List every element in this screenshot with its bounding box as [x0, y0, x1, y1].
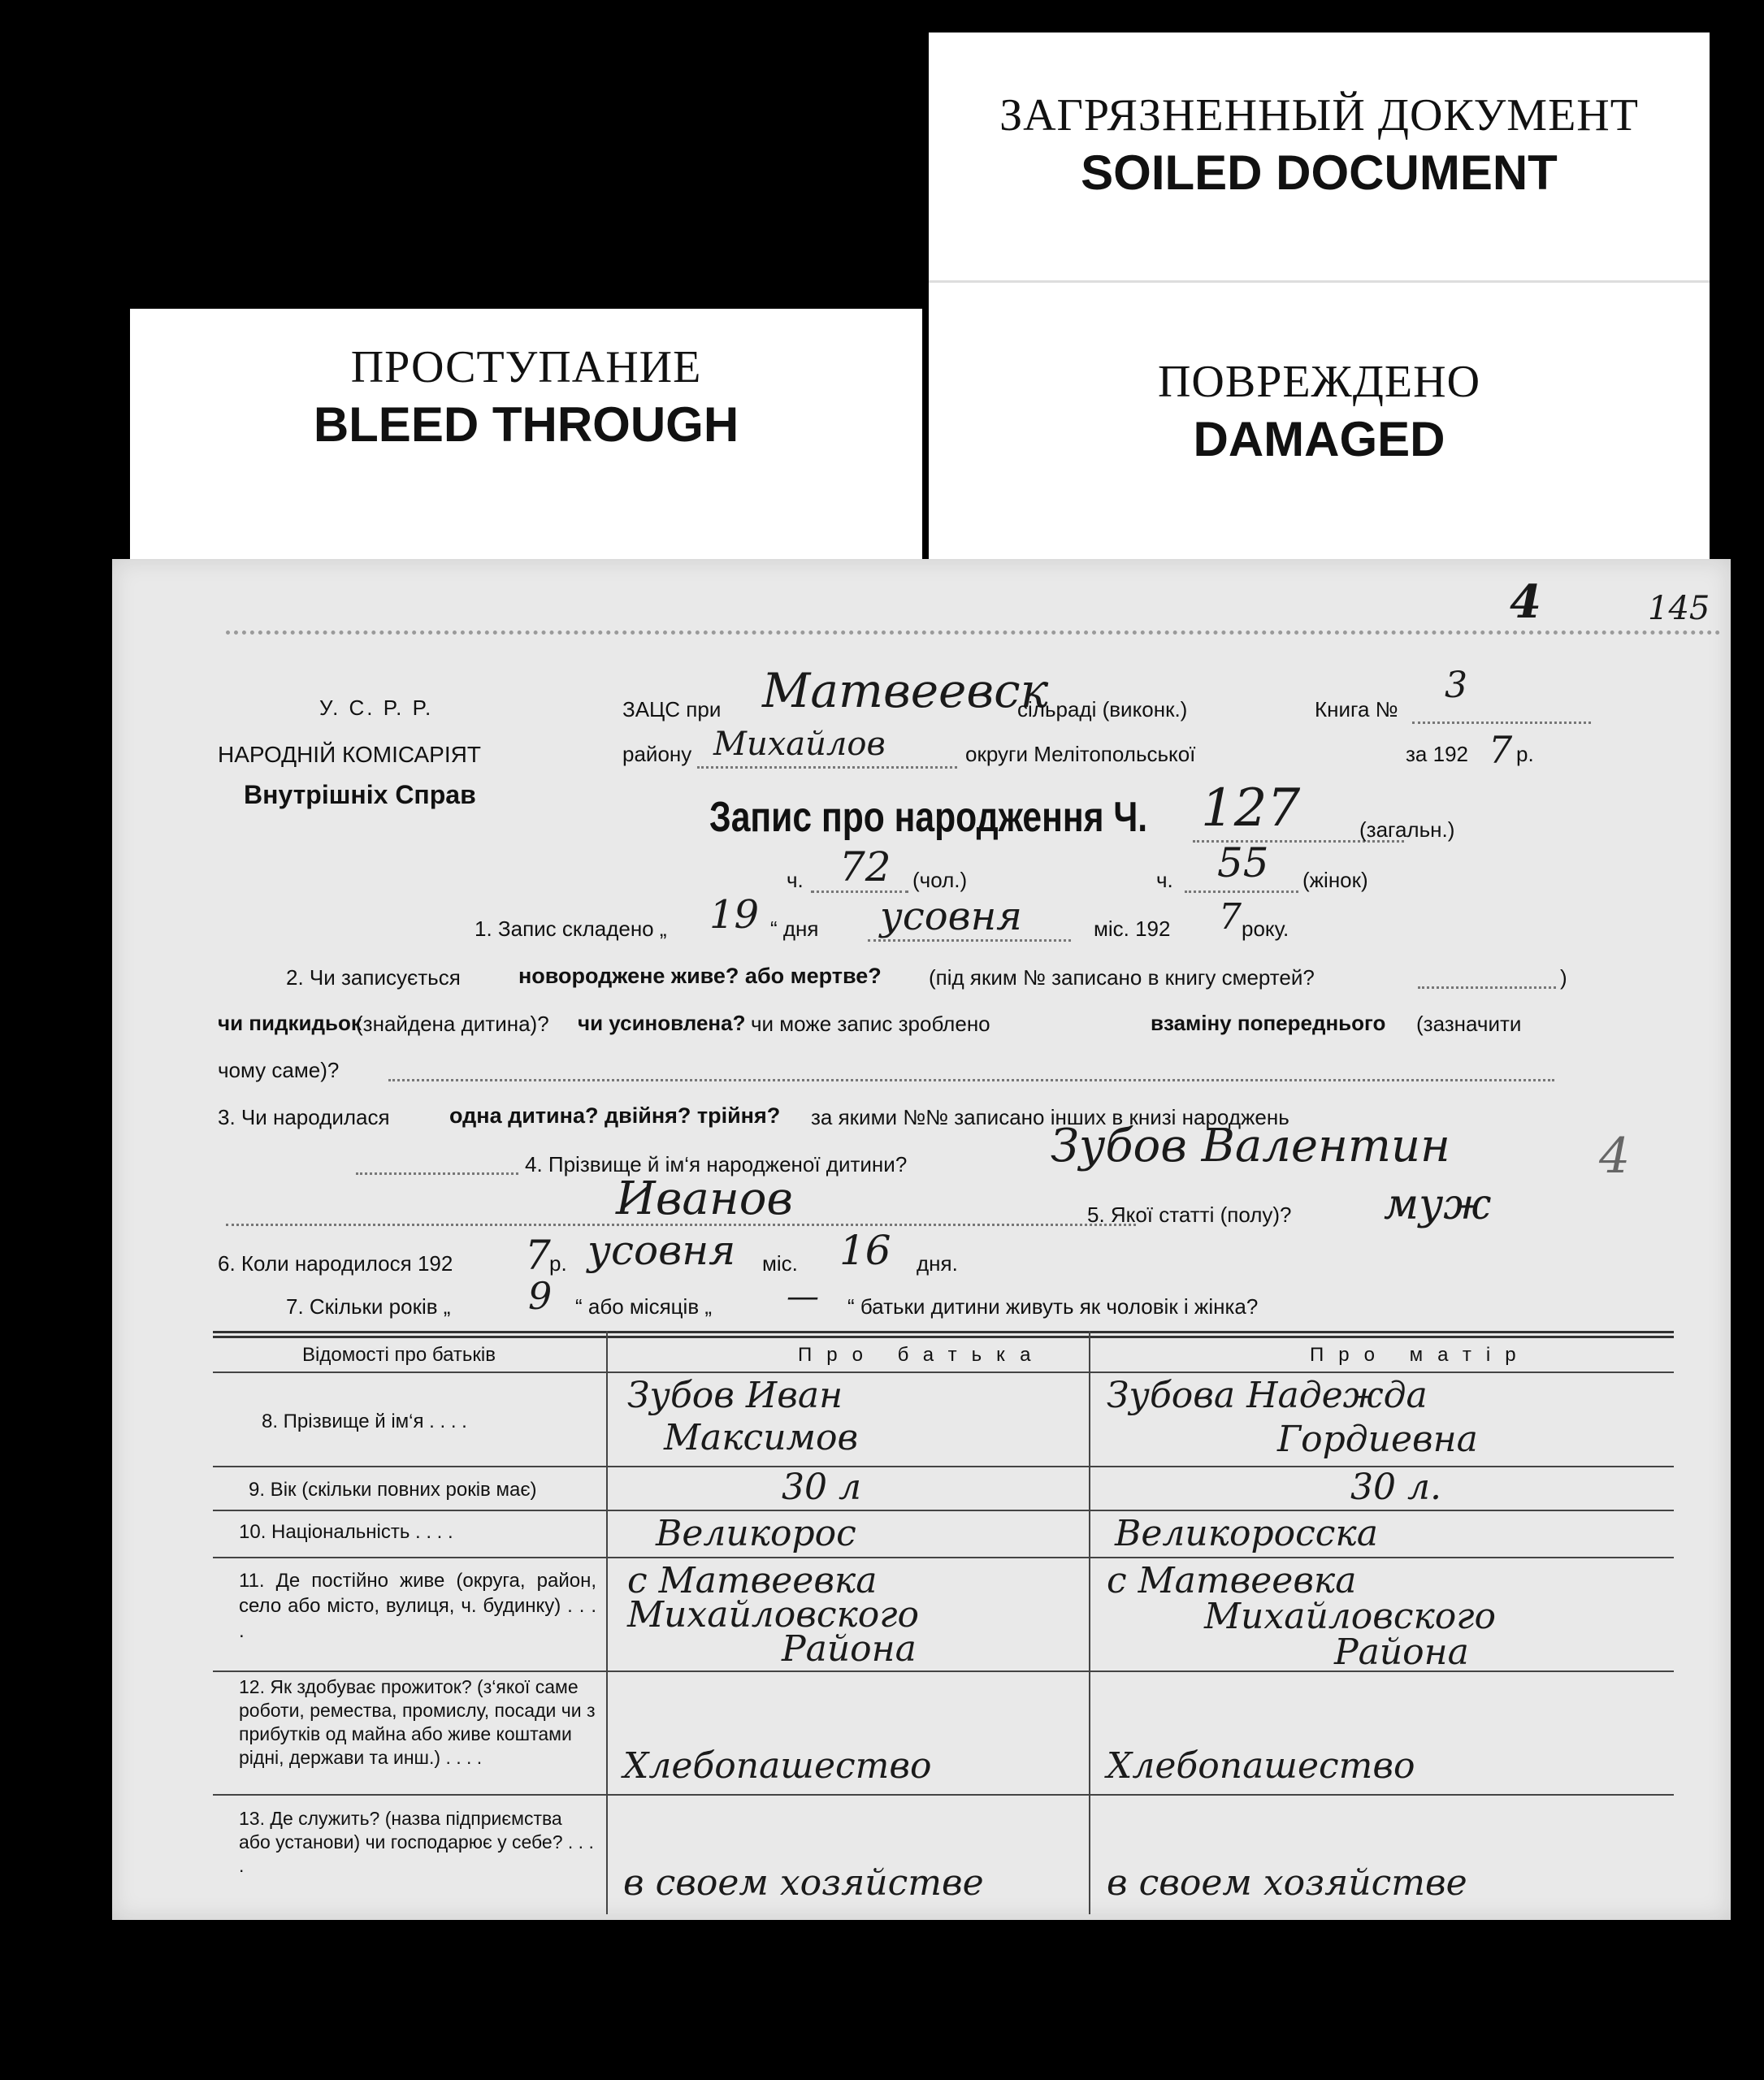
father-residence-line1: с Матвеевка [627, 1560, 878, 1601]
damaged-label-ru: ПОВРЕЖДЕНО [1157, 357, 1481, 407]
f3-label: 3. Чи народилася [218, 1105, 390, 1129]
father-occupation: Хлебопашество [623, 1745, 932, 1787]
mother-nationality: Великоросска [1115, 1513, 1378, 1554]
f6-prefix: 6. Коли народилося 192 [218, 1251, 453, 1276]
book-value: 3 [1445, 665, 1467, 706]
female-count-label: (жінок) [1302, 868, 1368, 892]
bleed-label-ru: ПРОСТУПАНИЕ [350, 342, 702, 392]
f1-year: 7 [1219, 896, 1242, 938]
zags-value: Матвеевск [762, 663, 1049, 718]
soiled-label-ru: ЗАГРЯЗНЕННЫЙ ДОКУМЕНТ [999, 90, 1639, 141]
parents-table [213, 1331, 1674, 1914]
male-count-label: (чол.) [912, 868, 968, 892]
f3-single-twins-triplets: одна дитина? двійня? трійня? [449, 1103, 781, 1128]
mother-name-line2: Гордиевна [1277, 1419, 1478, 1460]
row-label: 12. Як здобуває прожиток? (з‘якої саме роботи, ремества, промислу, посади чи з прибутків од майна або живе коштами рідні, держави та инш.) . . . . [239, 1676, 596, 1768]
table-head-mother: Про матір [1310, 1344, 1531, 1366]
female-count-value: 55 [1217, 839, 1269, 886]
record-title: Запис про народження Ч. [709, 794, 1148, 841]
mother-workplace: в своем хозяйстве [1107, 1862, 1467, 1904]
side-mark: 4 [1599, 1128, 1631, 1185]
table-head-father: Про батька [798, 1344, 1046, 1366]
f2-label: 2. Чи записується [286, 965, 461, 990]
perforation-line [226, 630, 1721, 635]
f2-replacement-text: чи може запис зроблено [751, 1012, 990, 1036]
bleed-through-card [130, 309, 922, 569]
f6-suffix: дня. [917, 1251, 958, 1276]
mother-occupation: Хлебопашество [1107, 1745, 1415, 1787]
male-count-prefix: ч. [787, 868, 804, 892]
f5-value: муж [1384, 1181, 1492, 1229]
father-age: 30 л [782, 1467, 861, 1508]
male-count-value: 72 [839, 843, 891, 890]
row-label: 13. Де служить? (назва підприємства або установи) чи господарює у себе? . . . . [239, 1808, 594, 1876]
bleed-label-en: BLEED THROUGH [313, 397, 739, 452]
row-label: 8. Прізвище й ім‘я . . . . [262, 1410, 467, 1432]
f7-months: — [787, 1278, 819, 1315]
f4-label: 4. Прізвище й ім‘я народженої дитини? [525, 1152, 908, 1176]
page-number: 145 [1648, 590, 1710, 627]
f6-year: 7 [525, 1232, 551, 1279]
f2-close: ) [1560, 965, 1567, 990]
birth-record-sheet [112, 559, 1731, 1920]
table-head-info: Відомості про батьків [302, 1344, 496, 1366]
damaged-label-en: DAMAGED [1193, 412, 1445, 466]
year-prefix: за 192 [1406, 742, 1468, 766]
mother-residence-line3: Района [1334, 1632, 1469, 1673]
f2-adopted: чи усиновлена? [578, 1011, 746, 1035]
f1-prefix: 1. Запис складено „ [475, 916, 667, 941]
soiled-document-card [929, 32, 1710, 301]
soiled-label-en: SOILED DOCUMENT [1081, 145, 1558, 200]
f6-month: усовня [587, 1227, 736, 1274]
f1-day: 19 [709, 892, 760, 938]
year-value: 7 [1489, 728, 1513, 772]
f2-foundling: чи пидкидьок [218, 1011, 362, 1035]
f2-found-child: (знайдена дитина)? [356, 1012, 549, 1036]
year-suffix: р. [1516, 742, 1534, 766]
mother-age: 30 л. [1350, 1467, 1441, 1508]
f1-mid: “ дня [770, 916, 819, 941]
f5-label: 5. Якої статті (полу)? [1087, 1202, 1292, 1227]
f6-mid2: міс. [762, 1251, 798, 1276]
f7-mid: “ або місяців „ [575, 1294, 713, 1319]
f7-years: 9 [528, 1274, 553, 1318]
f1-month: усовня [880, 894, 1022, 939]
zags-suffix: сільраді (виконк.) [1017, 697, 1188, 722]
f2-reason: чому саме)? [218, 1058, 340, 1082]
internal-affairs-header: Внутрішніх Справ [244, 780, 476, 809]
mother-name-line1: Зубова Надежда [1107, 1375, 1428, 1416]
damaged-card [929, 280, 1710, 575]
f2-specify: (зазначити [1416, 1012, 1522, 1036]
mother-residence-line1: с Матвеевка [1107, 1560, 1357, 1601]
father-residence-line2: Михайловского [627, 1594, 920, 1636]
father-name-line1: Зубов Иван [627, 1375, 843, 1416]
f3-numbers: за якими №№ записано інших в книзі народжень [811, 1105, 1289, 1129]
father-nationality: Великорос [656, 1513, 856, 1554]
record-general-label: (загальн.) [1359, 817, 1455, 842]
zags-prefix: ЗАЦС при [622, 697, 722, 722]
record-number: 127 [1201, 778, 1301, 838]
ussr-header: У. С. Р. Р. [319, 696, 434, 720]
row-label: 11. Де постійно живе (округа, район, село або місто, вулиця, ч. будинку) . . . . [239, 1570, 596, 1642]
father-name-line2: Максимов [664, 1417, 859, 1458]
mother-residence-line2: Михайловского [1204, 1596, 1497, 1637]
f4-name-line1: Зубов Валентин [1051, 1120, 1450, 1172]
f7-prefix: 7. Скільки років „ [286, 1294, 451, 1319]
father-workplace: в своем хозяйстве [623, 1862, 984, 1904]
district-suffix: округи Мелітопольської [965, 742, 1196, 766]
f6-day: 16 [839, 1227, 891, 1274]
f1-mid2: міс. 192 [1094, 916, 1171, 941]
row-label: 10. Національність . . . . [239, 1521, 453, 1543]
district-prefix: району [622, 742, 692, 766]
row-label: 9. Вік (скільки повних років має) [249, 1479, 537, 1501]
f2-alive-or-dead: новороджене живе? або мертве? [518, 964, 882, 988]
f2-replacement: взаміну попереднього [1151, 1011, 1386, 1035]
f6-mid: р. [549, 1251, 567, 1276]
f4-name-line2: Иванов [616, 1172, 794, 1225]
corner-mark: 4 [1510, 575, 1541, 629]
commissariat-header: НАРОДНІЙ КОМІСАРІЯТ [218, 742, 481, 767]
father-residence-line3: Района [782, 1628, 917, 1670]
book-label: Книга № [1315, 697, 1398, 722]
f2-death-book: (під яким № записано в книгу смертей? [929, 965, 1315, 990]
f1-suffix: року. [1242, 916, 1289, 941]
f7-suffix: “ батьки дитини живуть як чоловік і жінка? [847, 1294, 1259, 1319]
female-count-prefix: ч. [1156, 868, 1173, 892]
district-value: Михайлов [713, 726, 886, 763]
